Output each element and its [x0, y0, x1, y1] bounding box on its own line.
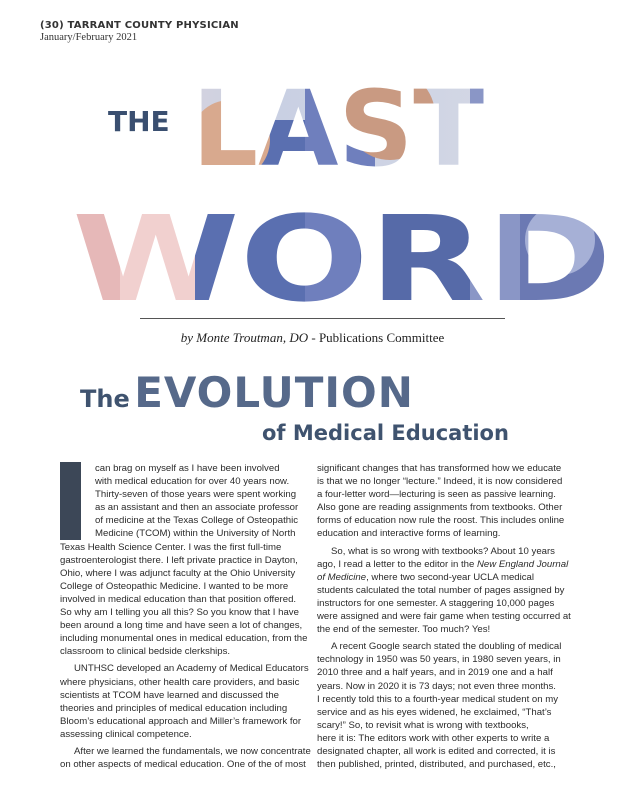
text-line: including monumental ones in medical education, from the: [60, 633, 308, 645]
text-line: instructors for one semester. A staggering 10,000 pages: [317, 597, 555, 609]
text-line: assessing clinical competence.: [60, 728, 192, 740]
journal-name-cont: of Medicine: [317, 571, 367, 583]
byline-affiliation: - Publications Committee: [308, 330, 445, 345]
text-line: Ohio, where I was adjunct faculty at the Ohio University: [60, 567, 296, 579]
text-line: here it is: The editors work with other experts to write a: [317, 732, 550, 744]
text-line: is that we no longer “lecture.” Indeed, it is now considered: [317, 476, 563, 488]
hero-banner: [0, 60, 625, 310]
text-line: involved in medical education than that position offered.: [60, 593, 297, 605]
publication-name: (30) TARRANT COUNTY PHYSICIAN: [40, 20, 239, 31]
text-line: the end of the semester. Too much? Yes!: [317, 624, 491, 636]
text-line: of Medicine, where two second-year UCLA medical: [317, 571, 535, 583]
text-line: of medicine at the Texas College of Osteopathic: [95, 515, 299, 527]
text-line: a four-letter word—lecturing is seen as passive learning.: [317, 489, 556, 501]
issue-date: January/February 2021: [40, 32, 138, 43]
title-the: The: [80, 385, 130, 413]
text-line: ago, I read a letter to the editor in the New England Journal: [317, 558, 569, 570]
text-line: designated chapter, all work is edited and corrected, it is: [317, 745, 556, 757]
hero-title-graphic: [0, 60, 625, 310]
text-line: scientists at TCOM have learned and discussed the: [60, 689, 279, 701]
text-line: years. Now in 2020 it is 73 days; not even three months.: [317, 680, 556, 692]
text-line: So why am I telling you all this? So you know that I have: [60, 607, 299, 619]
text-line: significant changes that has transformed how we educate: [317, 463, 562, 474]
text-line: technology in 1950 was 50 years, in 1980 seven years, in: [317, 654, 561, 666]
article-title: [80, 368, 414, 417]
article-column-right: [317, 462, 575, 771]
byline: [0, 330, 625, 346]
text-line: were assigned and were fair game when testing occurred at: [317, 611, 571, 623]
text-line: Also gone are reading assignments from textbooks. Other: [317, 502, 563, 514]
text-line: service and as his eyes widened, he exclaimed, “That’s: [317, 706, 552, 718]
title-evolution: EVOLUTION: [134, 368, 414, 417]
text-line: education and interactive forms of learning.: [317, 528, 501, 540]
text-line: College of Osteopathic Medicine. I wanted to be more: [60, 580, 289, 592]
byline-divider: [140, 318, 505, 319]
article-column-left: [60, 462, 312, 771]
text-line: forms of education now rule the roost. This includes online: [317, 515, 565, 527]
page-header: [40, 20, 239, 43]
text-line: 2010 three and a half years, and in 2019 one and a half: [317, 667, 553, 679]
text-line: classroom to clinical bedside clerkships.: [60, 646, 231, 658]
text-line: students calculated the total number of pages assigned by: [317, 584, 565, 596]
text-line: Thirty-seven of those years were spent working: [95, 489, 297, 501]
text-line: been around a long time and have seen a lot of changes,: [60, 620, 303, 632]
text-line: where physicians, other health care providers, and basic: [60, 676, 300, 688]
text-line: as an assistant and then an associate professor: [95, 502, 299, 514]
text-line: scary!” So, to revisit what is wrong with textbooks,: [317, 719, 529, 731]
text-line: After we learned the fundamentals, we now concentrate: [74, 745, 311, 757]
text-line: can brag on myself as I have been involved: [95, 463, 280, 474]
text-line: Bloom’s educational approach and Miller’s framework for: [60, 715, 302, 727]
text-line: So, what is so wrong with textbooks? About 10 years: [331, 545, 555, 557]
text-line: I recently told this to a fourth-year medical student on my: [317, 693, 559, 705]
article-subtitle: of Medical Education: [262, 421, 509, 445]
hero-the: THE: [108, 105, 170, 138]
text-line: Medicine (TCOM) within the University of North: [95, 528, 296, 540]
text-line: gastroenterologist there. I left private practice in Dayton,: [60, 554, 298, 566]
text-line: then published, printed, distributed, and purchased, etc.,: [317, 759, 556, 771]
journal-name: New England Journal: [477, 558, 569, 570]
text-line: theories and principles of medical education including: [60, 702, 288, 714]
byline-author: by Monte Troutman, DO: [180, 330, 309, 345]
hero-photo-fill: [0, 60, 625, 310]
text-line: A recent Google search stated the doubling of medical: [331, 641, 562, 653]
text-line: on other aspects of medical education. One of the of most: [60, 759, 306, 771]
text-line: UNTHSC developed an Academy of Medical Educators: [74, 663, 309, 675]
text-line: with medical education for over 40 years now.: [95, 476, 290, 488]
text-line: Texas Health Science Center. I was the first full-time: [60, 541, 282, 553]
